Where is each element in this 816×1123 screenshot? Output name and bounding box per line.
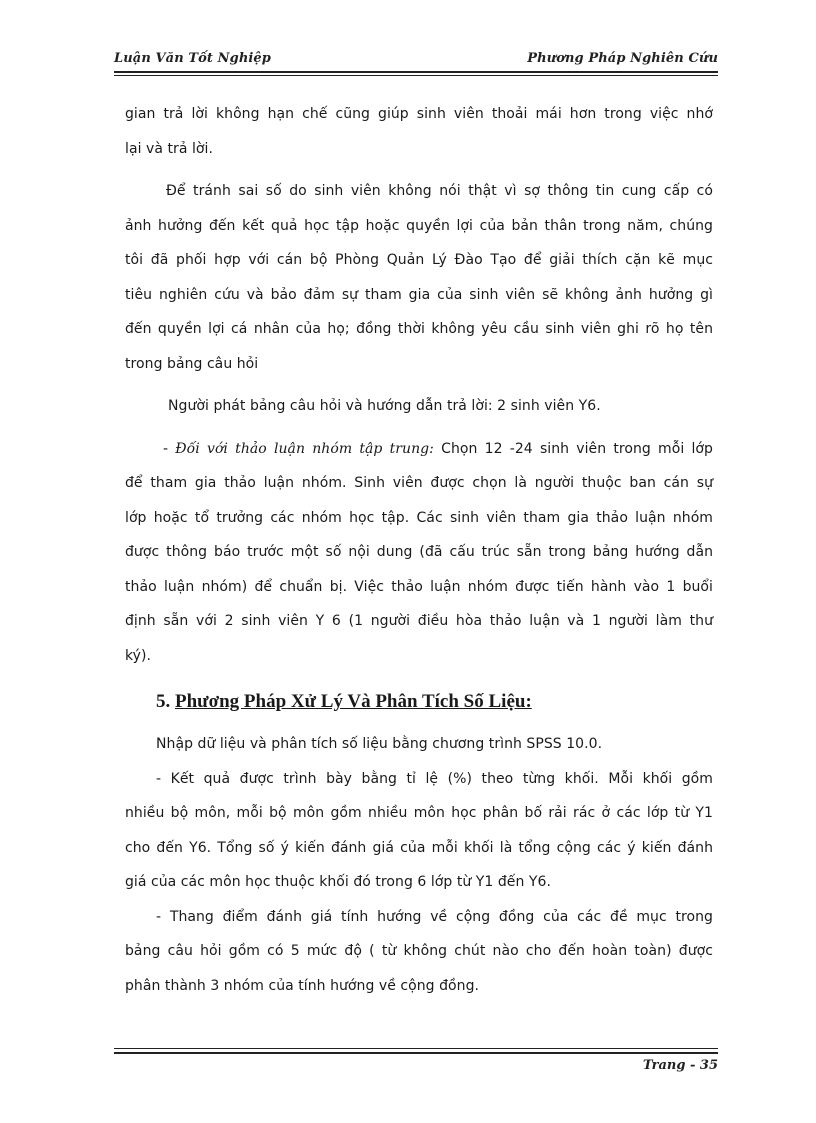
body-line: cho đến Y6. Tổng số ý kiến đánh giá của mỗi khối là tổng cộng các ý kiến đánh	[125, 839, 713, 856]
header-thesis-title: Luận Văn Tốt Nghiệp	[114, 51, 271, 66]
body-line: trong bảng câu hỏi	[125, 355, 259, 372]
body-line: để tham gia thảo luận nhóm. Sinh viên được chọn là người thuộc ban cán sự	[125, 475, 713, 491]
focus-group-heading: Đối với thảo luận nhóm tập trung:	[175, 440, 434, 457]
dash-prefix: -	[163, 440, 176, 457]
footer-rule-thin	[114, 1048, 718, 1049]
section-number: 5.	[156, 691, 175, 712]
body-line: Người phát bảng câu hỏi và hướng dẫn trả lời: 2 sinh viên Y6.	[168, 398, 601, 414]
focus-group-first-text: Chọn 12 -24 sinh viên trong mỗi lớp	[433, 440, 713, 457]
body-line: định sẵn với 2 sinh viên Y 6 (1 người điều hòa thảo luận và 1 người làm thư	[125, 613, 713, 629]
focus-group-paragraph-first-line	[125, 432, 713, 467]
body-line: giá của các môn học thuộc khối đó trong 6 lớp từ Y1 đến Y6.	[125, 874, 551, 890]
body-line: nhiều bộ môn, mỗi bộ môn gồm nhiều môn học phân bố rải rác ở các lớp từ Y1	[125, 805, 713, 821]
body-line: bảng câu hỏi gồm có 5 mức độ ( từ không chút nào cho đến hoàn toàn) được	[125, 943, 713, 959]
body-line: gian trả lời không hạn chế cũng giúp sinh viên thoải mái hơn trong việc nhớ	[125, 106, 713, 122]
header-chapter-title: Phương Pháp Nghiên Cứu	[527, 51, 718, 66]
body-line: - Kết quả được trình bày bằng tỉ lệ (%) theo từng khối. Mỗi khối gồm	[156, 770, 713, 787]
footer-rule-thick	[114, 1052, 718, 1054]
body-line: lớp hoặc tổ trưởng các nhóm học tập. Các sinh viên tham gia thảo luận nhóm	[125, 509, 713, 526]
page-header	[114, 51, 718, 71]
body-line: Để tránh sai số do sinh viên không nói thật vì sợ thông tin cung cấp có	[166, 183, 713, 199]
body-line: thảo luận nhóm) để chuẩn bị. Việc thảo luận nhóm được tiến hành vào 1 buổi	[125, 578, 713, 595]
header-rule-thin	[114, 75, 718, 76]
header-rule-thick	[114, 71, 718, 73]
body-line: đến quyền lợi cá nhân của họ; đồng thời không yêu cầu sinh viên ghi rõ họ tên	[125, 321, 713, 337]
body-line: được thông báo trước một số nội dung (đã cấu trúc sẵn trong bảng hướng dẫn	[125, 544, 713, 560]
body-line: - Thang điểm đánh giá tính hướng về cộng đồng của các đề mục trong	[156, 908, 713, 925]
section-heading	[125, 681, 713, 723]
body-line: lại và trả lời.	[125, 140, 213, 157]
section-title: Phương Pháp Xử Lý Và Phân Tích Số Liệu:	[175, 691, 532, 712]
body-line: ảnh hưởng đến kết quả học tập hoặc quyền lợi của bản thân trong năm, chúng	[125, 217, 713, 234]
page-body	[125, 97, 713, 1003]
body-line: tôi đã phối hợp với cán bộ Phòng Quản Lý Đào Tạo để giải thích cặn kẽ mục	[125, 252, 713, 268]
body-line: phân thành 3 nhóm của tính hướng về cộng đồng.	[125, 977, 480, 994]
body-line: tiêu nghiên cứu và bảo đảm sự tham gia của sinh viên sẽ không ảnh hưởng gì	[125, 286, 713, 303]
body-line: ký).	[125, 647, 152, 664]
page-number: Trang - 35	[642, 1058, 718, 1073]
body-line: Nhập dữ liệu và phân tích số liệu bằng chương trình SPSS 10.0.	[156, 736, 603, 752]
